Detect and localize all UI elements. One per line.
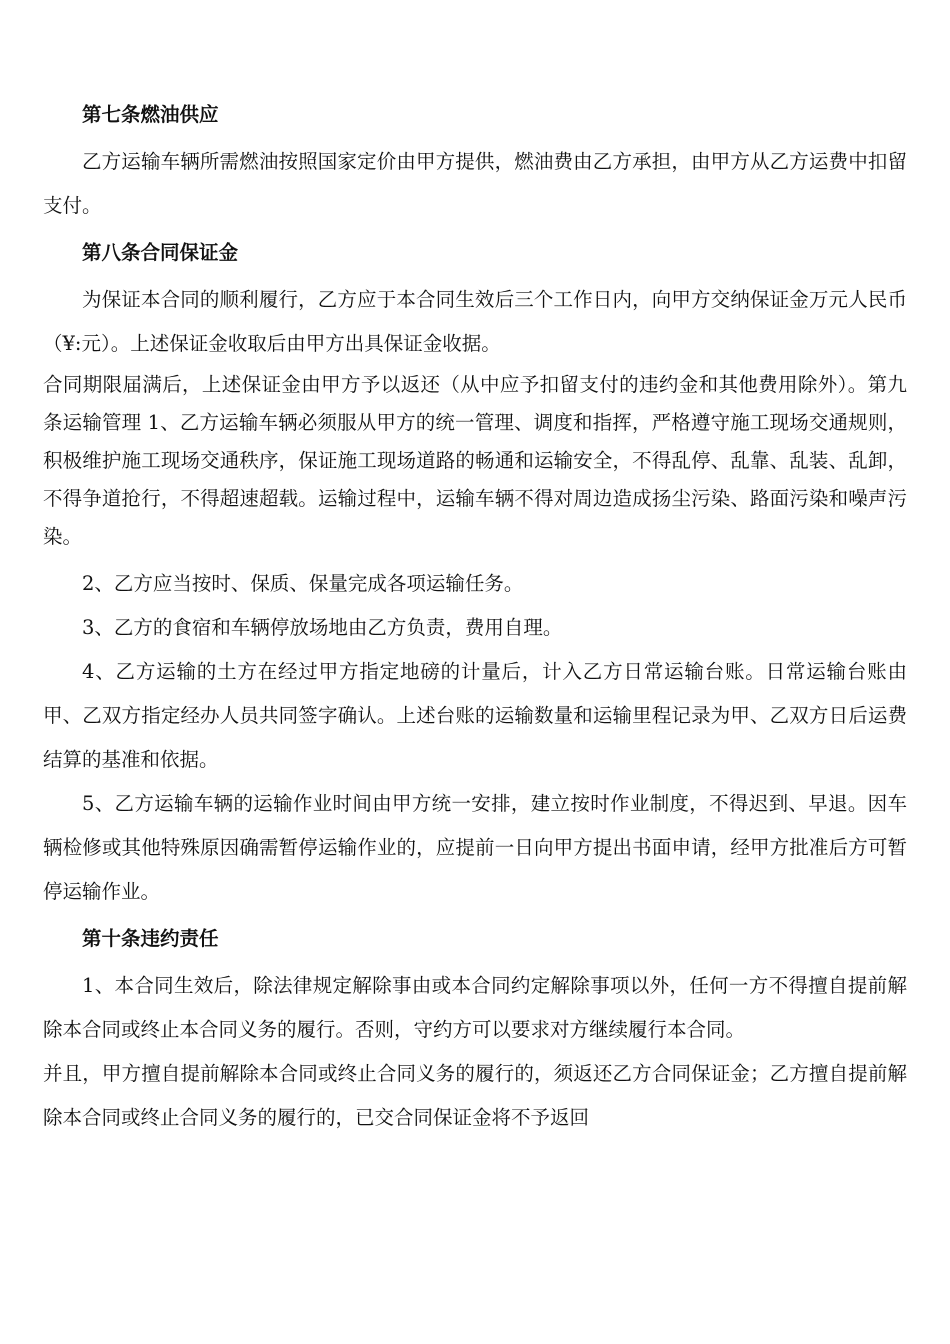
section-8-paragraph-2: 合同期限届满后，上述保证金由甲方予以返还（从中应予扣留支付的违约金和其他费用除外）。第九条运输管理 1、乙方运输车辆必须服从甲方的统一管理、调度和指挥，严格遵守施工现场交通规则，积极维护施工现场交通秩序，保证施工现场道路的畅通和运输安全，不得乱停、乱靠、乱装、乱卸，不得争道抢行，不得超速超载。运输过程中，运输车辆不得对周边造成扬尘污染、路面污染和噪声污染。 (43, 373, 907, 548)
section-8-title: 第八条合同保证金 (82, 241, 239, 264)
section-9-item-3: 3、乙方的食宿和车辆停放场地由乙方负责，费用自理。 (82, 616, 563, 639)
document-page (43, 96, 907, 1140)
section-9-item-4: 4、乙方运输的土方在经过甲方指定地磅的计量后，计入乙方日常运输台账。日常运输台账由甲、乙双方指定经办人员共同签字确认。上述台账的运输数量和运输里程记录为甲、乙双方日后运费结算的基准和依据。 (43, 660, 907, 771)
section-7-paragraph: 乙方运输车辆所需燃油按照国家定价由甲方提供，燃油费由乙方承担，由甲方从乙方运费中扣留支付。 (43, 150, 907, 217)
section-8-paragraph-1: 为保证本合同的顺利履行，乙方应于本合同生效后三个工作日内，向甲方交纳保证金万元人民币（¥:元）。上述保证金收取后由甲方出具保证金收据。 (43, 288, 907, 355)
section-9-item-2: 2、乙方应当按时、保质、保量完成各项运输任务。 (82, 572, 524, 595)
section-10-paragraph-2: 并且，甲方擅自提前解除本合同或终止合同义务的履行的，须返还乙方合同保证金；乙方擅自提前解除本合同或终止合同义务的履行的，已交合同保证金将不予返回 (43, 1062, 907, 1129)
section-10-paragraph-1: 1、本合同生效后，除法律规定解除事由或本合同约定解除事项以外，任何一方不得擅自提前解除本合同或终止本合同义务的履行。否则，守约方可以要求对方继续履行本合同。 (43, 974, 907, 1041)
section-10-title: 第十条违约责任 (82, 927, 219, 950)
section-9-item-5: 5、乙方运输车辆的运输作业时间由甲方统一安排，建立按时作业制度，不得迟到、早退。因车辆检修或其他特殊原因确需暂停运输作业的，应提前一日向甲方提出书面申请，经甲方批准后方可暂停运输作业。 (43, 792, 907, 903)
section-7-title: 第七条燃油供应 (82, 103, 219, 126)
